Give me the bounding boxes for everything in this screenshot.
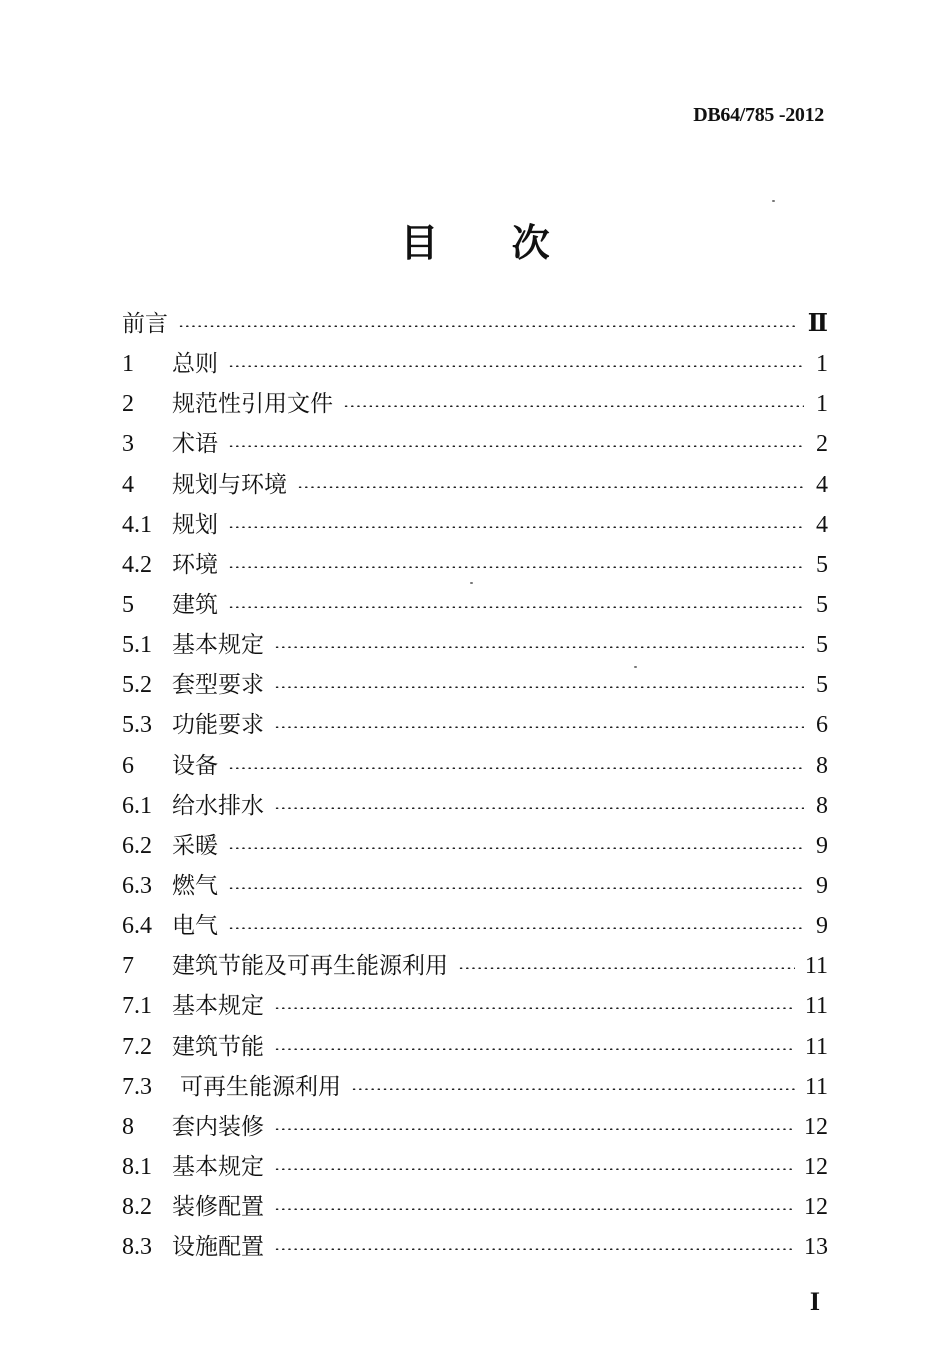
toc-entry-number: 5	[122, 591, 134, 618]
toc-entry-page: 5	[816, 672, 828, 699]
toc-dot-leader	[274, 726, 804, 728]
toc-dot-leader	[274, 807, 804, 809]
toc-entry-page: 11	[804, 1033, 828, 1060]
toc-entry-number: 6.1	[122, 792, 152, 819]
toc-dot-leader	[274, 1007, 795, 1009]
toc-entry-label: 装修配置	[172, 1194, 264, 1221]
toc-entry-number: 4.1	[122, 511, 152, 538]
toc-entry-page: 11	[804, 1073, 828, 1100]
toc-dot-leader	[343, 405, 804, 407]
toc-entry[interactable]	[122, 585, 828, 625]
toc-entry-number: 1	[122, 351, 134, 378]
toc-dot-leader	[228, 927, 804, 929]
toc-entry-label: 建筑	[172, 591, 218, 618]
toc-entry[interactable]	[122, 986, 828, 1026]
toc-entry[interactable]	[122, 1027, 828, 1067]
toc-dot-leader	[228, 445, 804, 447]
toc-entry-number: 8.1	[122, 1153, 152, 1180]
toc-entry-page: 12	[804, 1194, 828, 1221]
toc-entry-page: 9	[816, 832, 828, 859]
toc-entry-label: 总则	[172, 351, 218, 378]
toc-dot-leader	[274, 1128, 794, 1130]
toc-entry[interactable]	[122, 304, 828, 344]
toc-entry-page: 8	[816, 792, 828, 819]
toc-entry-page: Ⅱ	[807, 311, 828, 337]
page-number: I	[809, 1287, 820, 1316]
toc-entry-label: 术语	[172, 431, 218, 458]
toc-dot-leader	[274, 686, 804, 688]
toc-entry-number: 4	[122, 471, 134, 498]
toc-entry-page: 4	[816, 471, 828, 498]
toc-dot-leader	[274, 1248, 794, 1250]
toc-entry-page: 4	[816, 511, 828, 538]
toc-dot-leader	[274, 1208, 794, 1210]
toc-entry[interactable]	[122, 625, 828, 665]
scan-speck	[634, 666, 637, 668]
toc-entry-number: 6.2	[122, 832, 152, 859]
toc-entry-page: 8	[816, 752, 828, 779]
toc-entry[interactable]	[122, 1227, 828, 1267]
toc-entry-page: 12	[804, 1113, 828, 1140]
toc-entry[interactable]	[122, 465, 828, 505]
toc-entry[interactable]	[122, 705, 828, 745]
toc-entry[interactable]	[122, 946, 828, 986]
toc-entry-number: 8	[122, 1113, 134, 1140]
toc-entry-page: 5	[816, 591, 828, 618]
toc-entry-number: 6.3	[122, 872, 152, 899]
toc-entry[interactable]	[122, 384, 828, 424]
toc-dot-leader	[228, 526, 804, 528]
document-code: DB64/785 -2012	[693, 104, 824, 126]
toc-entry-label: 环境	[172, 551, 218, 578]
toc-entry-number: 2	[122, 391, 134, 418]
toc-entry-label: 采暖	[172, 832, 218, 859]
toc-entry-label: 电气	[172, 913, 218, 940]
toc-entry-page: 5	[816, 551, 828, 578]
toc-entry-number: 7.2	[122, 1033, 152, 1060]
toc-entry-label: 基本规定	[172, 1153, 264, 1180]
toc-entry[interactable]	[122, 1147, 828, 1187]
toc-entry-number: 8.3	[122, 1234, 152, 1261]
toc-entry[interactable]	[122, 424, 828, 464]
toc-entry[interactable]	[122, 746, 828, 786]
toc-entry[interactable]	[122, 866, 828, 906]
toc-dot-leader	[228, 606, 804, 608]
toc-dot-leader	[228, 847, 804, 849]
page-title: 目 次	[400, 221, 580, 265]
scan-speck	[470, 582, 473, 584]
toc-entry-label: 基本规定	[172, 632, 264, 659]
toc-entry-label: 燃气	[172, 872, 218, 899]
toc-entry-label: 基本规定	[172, 993, 264, 1020]
toc-entry-page: 2	[816, 431, 828, 458]
toc-entry[interactable]	[122, 786, 828, 826]
toc-dot-leader	[274, 646, 804, 648]
toc-entry-number: 5.1	[122, 632, 152, 659]
toc-entry-number: 8.2	[122, 1194, 152, 1221]
toc-entry[interactable]	[122, 1067, 828, 1107]
toc-entry-number: 5.3	[122, 712, 152, 739]
toc-entry-number: 3	[122, 431, 134, 458]
toc-entry-number: 前言	[122, 311, 168, 337]
toc-entry-label: 设施配置	[172, 1234, 264, 1261]
toc-entry-page: 13	[804, 1234, 828, 1261]
toc-entry-label: 规范性引用文件	[172, 391, 333, 418]
toc-entry-label: 套内装修	[172, 1113, 264, 1140]
toc-dot-leader	[228, 365, 804, 367]
toc-entry-number: 7.3	[122, 1073, 152, 1100]
toc-entry-number: 6.4	[122, 913, 152, 940]
toc-entry-page: 11	[804, 953, 828, 980]
toc-entry-label: 套型要求	[172, 672, 264, 699]
toc-entry-number: 4.2	[122, 551, 152, 578]
toc-entry-page: 9	[816, 872, 828, 899]
toc-entry-label: 设备	[172, 752, 218, 779]
toc-entry[interactable]	[122, 505, 828, 545]
toc-entry-label: 给水排水	[172, 792, 264, 819]
toc-entry-page: 1	[816, 391, 828, 418]
toc-entry-label: 规划与环境	[172, 471, 287, 498]
toc-entry-number: 7	[122, 953, 134, 980]
toc-dot-leader	[351, 1088, 795, 1090]
toc-entry-number: 6	[122, 752, 134, 779]
toc-dot-leader	[297, 486, 804, 488]
toc-entry-label: 功能要求	[172, 712, 264, 739]
toc-dot-leader	[274, 1168, 794, 1170]
table-of-contents	[122, 304, 828, 1267]
toc-entry-page: 5	[816, 632, 828, 659]
toc-entry-page: 6	[816, 712, 828, 739]
toc-entry[interactable]	[122, 344, 828, 384]
toc-entry[interactable]	[122, 665, 828, 705]
toc-dot-leader	[178, 325, 798, 327]
toc-entry-number: 7.1	[122, 993, 152, 1020]
toc-entry-label: 建筑节能及可再生能源利用	[172, 953, 448, 980]
toc-entry-label: 建筑节能	[172, 1033, 264, 1060]
toc-entry-number: 5.2	[122, 672, 152, 699]
toc-entry-page: 1	[816, 351, 828, 378]
toc-entry[interactable]	[122, 1107, 828, 1147]
toc-dot-leader	[228, 566, 804, 568]
toc-dot-leader	[274, 1048, 795, 1050]
toc-entry-label: 可再生能源利用	[180, 1073, 341, 1100]
scan-speck	[772, 200, 775, 202]
toc-entry[interactable]	[122, 906, 828, 946]
toc-entry-page: 11	[804, 993, 828, 1020]
toc-dot-leader	[228, 767, 804, 769]
toc-entry[interactable]	[122, 826, 828, 866]
toc-entry-page: 9	[816, 913, 828, 940]
toc-dot-leader	[228, 887, 804, 889]
toc-entry[interactable]	[122, 1187, 828, 1227]
toc-entry-page: 12	[804, 1153, 828, 1180]
toc-entry-label: 规划	[172, 511, 218, 538]
toc-dot-leader	[458, 967, 795, 969]
toc-entry[interactable]	[122, 545, 828, 585]
